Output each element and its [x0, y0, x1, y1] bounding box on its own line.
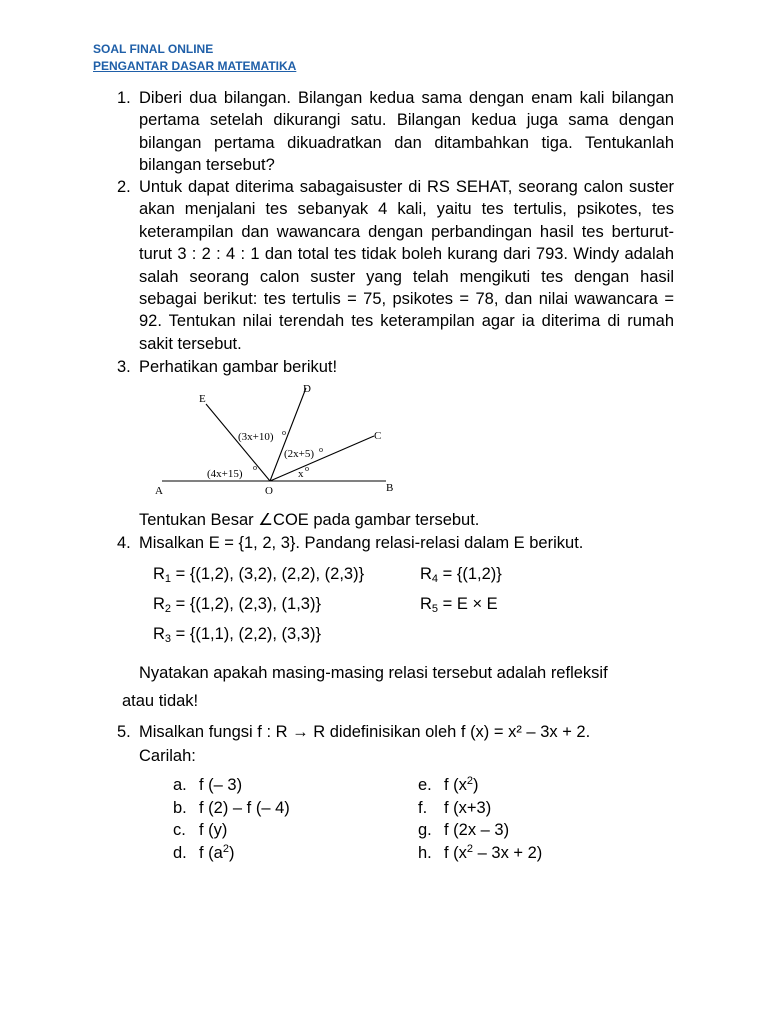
point-label-b: B: [386, 482, 394, 494]
point-label-e: E: [199, 393, 206, 405]
angle-diagram: [148, 380, 408, 500]
question-1: [117, 87, 674, 177]
list-item: h. f $(x^2 - 3x + 2)$: [418, 843, 543, 862]
list-item: g. f (2x – 3): [418, 821, 510, 839]
question-4: [117, 532, 674, 554]
relation-r5: $R_5 = E \times E$: [420, 595, 498, 615]
angle-label-cob: x: [298, 468, 304, 480]
list-item: f. f (x+3): [418, 799, 492, 817]
question-3: [117, 356, 674, 378]
angle-label-aoe: (4x+15): [207, 468, 243, 480]
question-text: Untuk dapat diterima sabagaisuster di RS SEHAT, seorang calon suster akan menjalani tes sebanyak 4 kali, yaitu tes tertulis, psikotes, tes keterampilan dan wawancara dengan perbandingan hasil tes berturut-turut 3 : 2 : 4 : 1 dan total tes tidak boleh kurang dari 793. Windy adalah salah seorang calon suster yang telah mengikuti tes dengan hasil sebagai berikut: tes tertulis = 75, psikotes = 78, dan nilai wawancara = 92. Tentukan nilai terendah tes keterampilan agar ia diterima di rumah sakit tersebut.: [139, 178, 674, 353]
question-text: Misalkan fungsi f : R → R didefinisikan oleh f (x) = x² – 3x + 2.: [139, 723, 591, 741]
list-item: d. f $(a^2)$: [173, 843, 235, 862]
question-number: 2.: [117, 178, 131, 196]
header-title: SOAL FINAL ONLINE: [93, 42, 214, 56]
relation-r3: $R_3 = \{(1,1)$, (2,2), (3,3)}: [153, 625, 321, 645]
question-5-prompt: Carilah:: [139, 747, 196, 765]
list-item: c. f (y): [173, 821, 228, 839]
degree-mark: o: [319, 445, 323, 454]
question-5: [117, 721, 674, 743]
question-4-statement: Nyatakan apakah masing-masing relasi tersebut adalah refleksif: [139, 664, 608, 682]
question-text: Misalkan E = {1, 2, 3}. Pandang relasi-relasi dalam E berikut.: [139, 534, 584, 552]
angle-label-eod: (3x+10): [238, 431, 274, 443]
relation-r4: $R_4 = \{(1,2)\}$: [420, 565, 502, 585]
degree-mark: o: [253, 463, 257, 472]
point-label-a: A: [155, 485, 163, 497]
list-item: e. f $(x^2)$: [418, 775, 479, 794]
question-text: Perhatikan gambar berikut!: [139, 358, 338, 376]
relation-r2: $R_2 = \{(1,2)$, (2,3), (1,3)}: [153, 595, 321, 615]
point-label-d: D: [303, 383, 311, 395]
point-label-c: C: [374, 430, 382, 442]
question-number: 3.: [117, 358, 131, 376]
question-4-statement-end: atau tidak!: [122, 692, 199, 710]
relation-r1: $R_1 = \{(1,2)$, (3,2), (2,2), (2,3)}: [153, 565, 365, 585]
degree-mark: o: [305, 464, 309, 473]
list-item: b. f (2) – f (– 4): [173, 799, 290, 817]
angle-label-doc: (2x+5): [284, 448, 315, 460]
point-label-o: O: [265, 485, 273, 497]
degree-mark: o: [282, 428, 286, 437]
header-subtitle: PENGANTAR DASAR MATEMATIKA: [93, 59, 297, 73]
question-number: 5.: [117, 723, 131, 741]
question-2: [117, 176, 674, 355]
question-number: 1.: [117, 89, 131, 107]
list-item: a. f (– 3): [173, 776, 243, 794]
question-3-ask: Tentukan Besar ∠COE pada gambar tersebut.: [139, 511, 480, 529]
question-number: 4.: [117, 534, 131, 552]
question-text: Diberi dua bilangan. Bilangan kedua sama dengan enam kali bilangan pertama setelah dikurangi satu. Bilangan kedua juga sama dengan bilangan pertama dikuadratkan dan ditambahkan tiga. Tentukanlah bilangan tersebut?: [139, 89, 674, 175]
